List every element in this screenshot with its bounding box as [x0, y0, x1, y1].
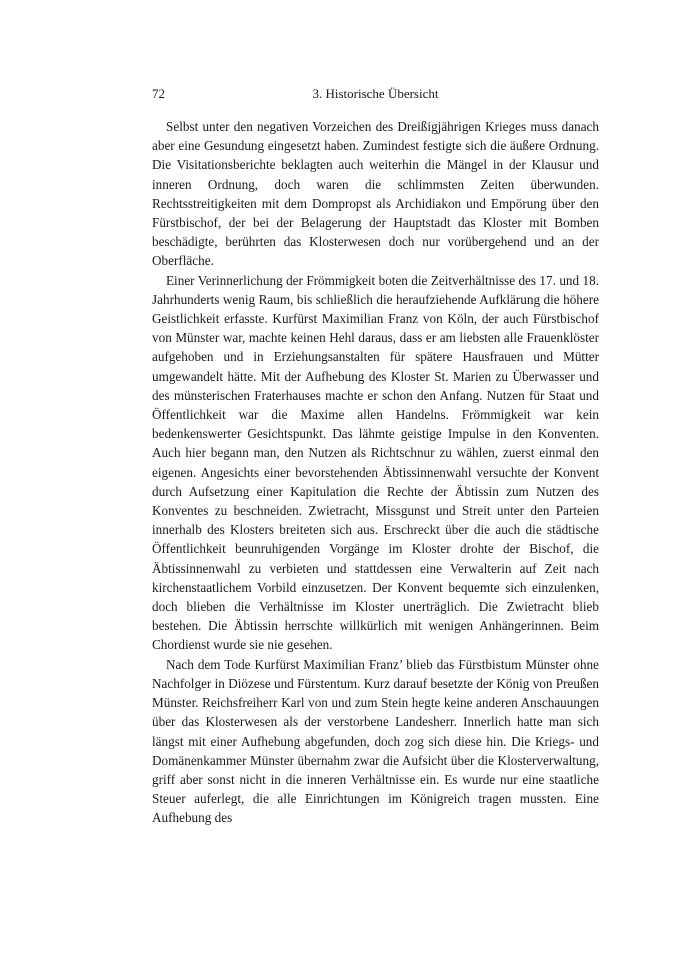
page-number: 72 [152, 86, 165, 101]
paragraph: Einer Verinnerlichung der Frömmigkeit boten die Zeitverhältnisse des 17. und 18. Jahrhunderts wenig Raum, bis schließlich die heraufziehende Aufklärung die höhere Geistlichkeit erfasste. Kurfürst Maximilian Franz von Köln, der auch Fürstbischof von Münster war, machte keinen Hehl daraus, dass er am liebsten alle Frauenklöster aufgehoben und in Erziehungsanstalten für spätere Hausfrauen und Mütter umgewandelt hätte. Mit der Aufhebung des Kloster St. Marien zu Überwasser und des münsterischen Fraterhauses machte er schon den Anfang. Nutzen für Staat und Öffentlichkeit war die Maxime allen Handelns. Frömmigkeit war kein bedenkenswerter Gesichtspunkt. Das lähmte geistige Impulse in den Konventen. Auch hier begann man, den Nutzen als Richtschnur zu wählen, zuerst einmal den eigenen. Angesichts einer bevorstehenden Äbtissinnenwahl versuchte der Konvent durch Aufsetzung einer Kapitulation die Rechte der Äbtissin zum Nutzen des Konventes zu beschneiden. Zwietracht, Missgunst und Streit unter den Parteien innerhalb des Klosters breiteten sich aus. Erschreckt über die auch die städtische Öffentlichkeit beunruhigenden Vorgänge im Kloster drohte der Bischof, die Äbtissinnenwahl zu verbieten und stattdessen eine Verwalterin auf Zeit nach kirchenstaatlichem Vorbild einzusetzen. Der Konvent bequemte sich einzulenken, doch blieben die Verhältnisse im Kloster unerträglich. Die Zwietracht blieb bestehen. Die Äbtissin herrschte willkürlich mit wenigen Anhängerinnen. Beim Chordienst wurde sie nie gesehen. [152, 272, 599, 653]
running-head [152, 84, 599, 104]
paragraph: Selbst unter den negativen Vorzeichen des Dreißigjährigen Krieges muss danach aber eine Gesundung eingesetzt haben. Zumindest festigte sich die äußere Ordnung. Die Visitationsberichte beklagten auch weiterhin die Mängel in der Klausur und inneren Ordnung, doch waren die schlimmsten Zeiten überwunden. Rechtsstreitigkeiten mit dem Dompropst als Archidiakon und Empörung über den Fürstbischof, der bei der Belagerung der Hauptstadt das Kloster mit Bomben beschädigte, berührten das Klosterwesen doch nur vorübergehend und an der Oberfläche. [152, 119, 599, 269]
chapter-title: 3. Historische Übersicht [312, 86, 439, 101]
body-text [152, 117, 599, 828]
paragraph: Nach dem Tode Kurfürst Maximilian Franz’ blieb das Fürstbistum Münster ohne Nachfolger in Diözese und Fürstentum. Kurz darauf besetzte der König von Preußen Münster. Reichsfreiherr Karl von und zum Stein hegte keine anderen Anschauungen über das Klosterwesen als der verstorbene Landesherr. Innerlich hatte man sich längst mit einer Aufhebung abgefunden, doch zog sich diese hin. Die Kriegs- und Domänenkammer Münster übernahm zwar die Aufsicht über die Klosterverwaltung, griff aber sonst nicht in die inneren Verhältnisse ein. Es wurde nur eine staatliche Steuer auferlegt, die alle Einrichtungen im Königreich tragen mussten. Eine Aufhebung des [152, 656, 599, 826]
